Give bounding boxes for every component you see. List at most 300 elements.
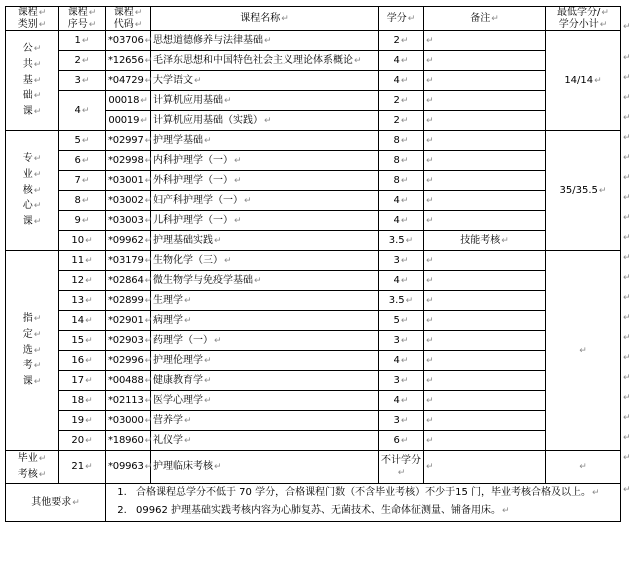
category-char: 毕业↵	[17, 453, 47, 464]
credit-cell: 3.5↵	[379, 291, 424, 311]
credit-cell: 3↵	[379, 251, 424, 271]
paragraph-mark: ↵	[81, 215, 90, 226]
course-name-cell: 护理临床考核↵	[151, 451, 379, 484]
paragraph-mark: ↵	[234, 175, 242, 186]
paragraph-mark: ↵	[204, 135, 212, 146]
paragraph-mark: ↵	[144, 155, 152, 166]
course-code-cell: 00018↵	[106, 91, 151, 111]
paragraph-mark: ↵	[491, 13, 499, 24]
category-char: 共↵	[22, 58, 42, 70]
course-code-cell: *03002↵	[106, 191, 151, 211]
paragraph-mark: ↵	[144, 295, 152, 306]
paragraph-mark: ↵	[184, 415, 192, 426]
sequence-cell: 4↵	[59, 91, 106, 131]
paragraph-mark: ↵	[254, 275, 262, 286]
category-char: 选↵	[22, 344, 42, 356]
remark-cell	[424, 251, 546, 271]
paragraph-mark: ↵	[224, 255, 232, 266]
paragraph-mark: ↵	[144, 275, 152, 286]
credit-line: 学分↵	[397, 455, 421, 478]
category-char: 课↵	[22, 376, 42, 388]
paragraph-mark: ↵	[85, 415, 93, 426]
header-line: 类别↵	[17, 18, 47, 30]
paragraph-mark: ↵	[144, 175, 152, 186]
remark-cell	[424, 51, 546, 71]
course-code-cell: *18960↵	[106, 431, 151, 451]
header-line: 代码↵	[113, 18, 143, 30]
paragraph-mark: ↵	[144, 55, 152, 66]
remark-cell	[424, 131, 546, 151]
course-name-cell: 药理学（一）↵	[151, 331, 379, 351]
sequence-cell: 15↵	[59, 331, 106, 351]
paragraph-mark: ↵	[144, 315, 152, 326]
paragraph-mark: ↵	[426, 135, 434, 146]
course-name-cell: 计算机应用基础↵	[151, 91, 379, 111]
sequence-cell: 10↵	[59, 231, 106, 251]
paragraph-mark: ↵	[144, 375, 152, 386]
paragraph-mark: ↵	[502, 506, 510, 517]
paragraph-mark: ↵	[400, 375, 409, 386]
header-course-name: 课程名称↵	[151, 7, 379, 31]
category-cell-3	[6, 251, 59, 451]
remark-cell	[424, 451, 546, 484]
sequence-cell: 13↵	[59, 291, 106, 311]
paragraph-mark: ↵	[426, 115, 434, 126]
paragraph-mark: ↵	[81, 35, 90, 46]
paragraph-mark: ↵	[72, 497, 80, 508]
paragraph-mark: ↵	[623, 113, 631, 123]
paragraph-mark: ↵	[400, 435, 409, 446]
table-row	[6, 211, 621, 231]
paragraph-mark: ↵	[85, 235, 93, 246]
table-row	[6, 291, 621, 311]
paragraph-mark: ↵	[400, 415, 409, 426]
paragraph-mark: ↵	[144, 75, 152, 86]
paragraph-mark: ↵	[184, 315, 192, 326]
paragraph-mark: ↵	[214, 462, 222, 473]
sequence-cell: 1↵	[59, 31, 106, 51]
sequence-cell: 18↵	[59, 391, 106, 411]
category-cell-1	[6, 31, 59, 131]
paragraph-mark: ↵	[81, 155, 90, 166]
remark-cell	[424, 71, 546, 91]
credit-cell: 3↵	[379, 411, 424, 431]
course-code-cell: *12656↵	[106, 51, 151, 71]
credit-cell: 6↵	[379, 431, 424, 451]
paragraph-mark: ↵	[244, 195, 252, 206]
course-name-cell: 病理学↵	[151, 311, 379, 331]
paragraph-mark: ↵	[140, 115, 148, 126]
paragraph-mark: ↵	[81, 175, 90, 186]
course-code-cell: *02899↵	[106, 291, 151, 311]
table-row	[6, 31, 621, 51]
paragraph-mark: ↵	[623, 173, 631, 183]
paragraph-mark: ↵	[81, 105, 90, 116]
paragraph-mark: ↵	[426, 35, 434, 46]
paragraph-mark: ↵	[184, 435, 192, 446]
paragraph-mark: ↵	[144, 235, 152, 246]
paragraph-mark: ↵	[214, 235, 222, 246]
course-name-cell: 护理基础实践↵	[151, 231, 379, 251]
course-code-cell: *02903↵	[106, 331, 151, 351]
credit-cell: 4↵	[379, 71, 424, 91]
paragraph-mark: ↵	[623, 273, 631, 283]
other-requirements-row	[6, 483, 621, 521]
table-row	[6, 331, 621, 351]
paragraph-mark: ↵	[81, 135, 90, 146]
paragraph-mark: ↵	[426, 355, 434, 366]
course-name-cell: 营养学↵	[151, 411, 379, 431]
category-char: 定↵	[22, 328, 42, 340]
credit-cell: 5↵	[379, 311, 424, 331]
requirement-item: 1. 合格课程总学分不低于 70 学分，合格课程门数（不含毕业考核）不少于15 门，毕业考核合格及以上。↵	[130, 484, 618, 503]
paragraph-mark: ↵	[623, 353, 631, 363]
paragraph-mark: ↵	[224, 95, 232, 106]
course-name-cell: 思想道德修养与法律基础↵	[151, 31, 379, 51]
paragraph-mark: ↵	[426, 335, 434, 346]
table-row	[6, 391, 621, 411]
paragraph-mark: ↵	[599, 19, 608, 30]
course-code-cell: *00488↵	[106, 371, 151, 391]
credit-line: 不计	[381, 455, 401, 467]
remark-cell	[424, 151, 546, 171]
paragraph-mark: ↵	[426, 295, 434, 306]
category-char: 课↵	[22, 216, 42, 228]
sequence-cell: 11↵	[59, 251, 106, 271]
table-row	[6, 71, 621, 91]
paragraph-mark: ↵	[264, 115, 272, 126]
table-row	[6, 131, 621, 151]
paragraph-mark: ↵	[501, 235, 509, 246]
course-code-cell: *02864↵	[106, 271, 151, 291]
paragraph-mark: ↵	[426, 195, 434, 206]
paragraph-mark: ↵	[623, 313, 631, 323]
remark-cell	[424, 91, 546, 111]
paragraph-mark: ↵	[204, 395, 212, 406]
table-row	[6, 351, 621, 371]
remark-cell	[424, 171, 546, 191]
paragraph-mark: ↵	[400, 175, 409, 186]
course-name-cell: 计算机应用基础（实践）↵	[151, 111, 379, 131]
paragraph-mark: ↵	[144, 395, 152, 406]
remark-cell	[424, 391, 546, 411]
header-line: 学分小计↵	[558, 18, 608, 30]
sequence-cell: 9↵	[59, 211, 106, 231]
other-requirements-label: 其他要求↵	[6, 483, 106, 521]
subtotal-cell	[546, 451, 621, 484]
paragraph-mark: ↵	[601, 8, 609, 18]
header-line: 课程↵	[67, 7, 97, 18]
remark-cell	[424, 431, 546, 451]
sequence-cell: 12↵	[59, 271, 106, 291]
paragraph-mark: ↵	[579, 345, 587, 356]
paragraph-mark: ↵	[400, 275, 409, 286]
remark-cell	[424, 111, 546, 131]
paragraph-mark: ↵	[144, 35, 152, 46]
paragraph-mark: ↵	[623, 433, 631, 443]
paragraph-mark: ↵	[426, 215, 434, 226]
paragraph-mark: ↵	[426, 375, 434, 386]
credit-cell	[379, 451, 424, 484]
paragraph-mark: ↵	[85, 275, 93, 286]
remark-cell	[424, 291, 546, 311]
category-char: 专↵	[22, 152, 42, 164]
category-char: 基↵	[22, 74, 42, 86]
paragraph-mark: ↵	[81, 195, 90, 206]
paragraph-mark: ↵	[400, 355, 409, 366]
header-subtotal	[546, 7, 621, 31]
course-name-cell: 儿科护理学（一）↵	[151, 211, 379, 231]
requirements-list	[108, 484, 618, 521]
paragraph-mark: ↵	[184, 295, 192, 306]
paragraph-mark: ↵	[400, 35, 409, 46]
paragraph-mark: ↵	[144, 462, 152, 473]
sequence-cell: 2↵	[59, 51, 106, 71]
remark-cell	[424, 211, 546, 231]
sequence-cell: 14↵	[59, 311, 106, 331]
category-char: 考↵	[22, 360, 42, 372]
remark-cell	[424, 371, 546, 391]
paragraph-mark: ↵	[194, 75, 202, 86]
sequence-cell: 21↵	[59, 451, 106, 484]
course-code-cell: *03003↵	[106, 211, 151, 231]
credit-cell: 2↵	[379, 91, 424, 111]
paragraph-mark: ↵	[400, 315, 409, 326]
course-code-cell: *02996↵	[106, 351, 151, 371]
sequence-cell: 19↵	[59, 411, 106, 431]
course-code-cell: *09963↵	[106, 451, 151, 484]
course-name-cell: 礼仪学↵	[151, 431, 379, 451]
paragraph-mark: ↵	[407, 13, 416, 24]
paragraph-mark: ↵	[354, 55, 362, 66]
table-row	[6, 91, 621, 111]
credit-cell: 4↵	[379, 191, 424, 211]
paragraph-mark: ↵	[623, 293, 631, 303]
credit-cell: 3↵	[379, 331, 424, 351]
paragraph-mark: ↵	[144, 215, 152, 226]
course-name-cell: 微生物学与免疫学基础↵	[151, 271, 379, 291]
paragraph-mark: ↵	[400, 95, 409, 106]
table-row	[6, 431, 621, 451]
sequence-cell: 5↵	[59, 131, 106, 151]
paragraph-mark: ↵	[623, 373, 631, 383]
header-line: 课程↵	[17, 7, 47, 18]
paragraph-mark: ↵	[85, 375, 93, 386]
paragraph-mark: ↵	[85, 315, 93, 326]
course-name-cell: 健康教育学↵	[151, 371, 379, 391]
paragraph-mark: ↵	[623, 73, 631, 83]
paragraph-mark: ↵	[144, 335, 152, 346]
paragraph-mark: ↵	[426, 155, 434, 166]
paragraph-mark: ↵	[281, 13, 289, 24]
course-name-cell: 外科护理学（一）↵	[151, 171, 379, 191]
table-row	[6, 311, 621, 331]
header-code	[106, 7, 151, 31]
table-row	[6, 251, 621, 271]
remark-cell	[424, 411, 546, 431]
table-header-row	[6, 7, 621, 31]
paragraph-mark: ↵	[623, 93, 631, 103]
paragraph-mark: ↵	[426, 435, 434, 446]
paragraph-mark: ↵	[144, 435, 152, 446]
paragraph-mark: ↵	[144, 415, 152, 426]
paragraph-mark: ↵	[623, 153, 631, 163]
paragraph-mark: ↵	[134, 19, 143, 30]
header-line: 序号↵	[67, 18, 97, 30]
paragraph-mark: ↵	[426, 275, 434, 286]
course-code-cell: *04729↵	[106, 71, 151, 91]
paragraph-mark: ↵	[405, 295, 414, 306]
category-char: 核↵	[22, 184, 42, 196]
paragraph-mark: ↵	[88, 19, 97, 30]
paragraph-mark: ↵	[85, 335, 93, 346]
header-sequence	[59, 7, 106, 31]
header-remark: 备注↵	[424, 7, 546, 31]
remark-cell	[424, 311, 546, 331]
curriculum-table	[5, 6, 621, 522]
credit-cell: 4↵	[379, 51, 424, 71]
credit-cell: 2↵	[379, 111, 424, 131]
paragraph-mark: ↵	[400, 395, 409, 406]
header-line: 课程↵	[113, 7, 143, 18]
header-line: 最低学分/↵	[557, 7, 609, 18]
paragraph-marks-margin	[623, 6, 634, 513]
paragraph-mark: ↵	[426, 462, 434, 473]
table-row	[6, 271, 621, 291]
paragraph-mark: ↵	[140, 95, 148, 106]
table-row	[6, 231, 621, 251]
paragraph-mark: ↵	[144, 355, 152, 366]
category-char: 础↵	[22, 90, 42, 102]
course-code-cell: *02997↵	[106, 131, 151, 151]
paragraph-mark: ↵	[400, 195, 409, 206]
paragraph-mark: ↵	[426, 175, 434, 186]
paragraph-mark: ↵	[623, 453, 631, 463]
other-requirements-body	[106, 483, 621, 521]
paragraph-mark: ↵	[397, 467, 406, 478]
paragraph-mark: ↵	[214, 335, 222, 346]
paragraph-mark: ↵	[426, 395, 434, 406]
credit-cell: 3.5↵	[379, 231, 424, 251]
paragraph-mark: ↵	[623, 413, 631, 423]
paragraph-mark: ↵	[579, 462, 587, 473]
remark-cell	[424, 31, 546, 51]
course-name-cell: 护理伦理学↵	[151, 351, 379, 371]
course-name-cell: 护理学基础↵	[151, 131, 379, 151]
course-name-cell: 毛泽东思想和中国特色社会主义理论体系概论↵	[151, 51, 379, 71]
paragraph-mark: ↵	[88, 8, 97, 18]
credit-cell: 8↵	[379, 151, 424, 171]
paragraph-mark: ↵	[426, 55, 434, 66]
paragraph-mark: ↵	[400, 75, 409, 86]
credit-cell: 4↵	[379, 391, 424, 411]
category-cell-4	[6, 451, 59, 484]
credit-cell: 8↵	[379, 131, 424, 151]
header-credit: 学分↵	[379, 7, 424, 31]
remark-cell	[424, 331, 546, 351]
paragraph-mark: ↵	[623, 485, 631, 495]
table-row	[6, 371, 621, 391]
paragraph-mark: ↵	[85, 395, 93, 406]
paragraph-mark: ↵	[85, 255, 93, 266]
credit-cell: 8↵	[379, 171, 424, 191]
table-body	[6, 7, 621, 522]
sequence-cell: 6↵	[59, 151, 106, 171]
category-char: 业↵	[22, 168, 42, 180]
category-char: 考核↵	[17, 468, 47, 480]
paragraph-mark: ↵	[234, 215, 242, 226]
course-code-cell: *02998↵	[106, 151, 151, 171]
paragraph-mark: ↵	[623, 233, 631, 243]
paragraph-mark: ↵	[204, 355, 212, 366]
paragraph-mark: ↵	[204, 375, 212, 386]
course-code-cell: *02901↵	[106, 311, 151, 331]
sequence-cell: 7↵	[59, 171, 106, 191]
paragraph-mark: ↵	[594, 75, 602, 86]
paragraph-mark: ↵	[81, 55, 90, 66]
course-name-cell: 内科护理学（一）↵	[151, 151, 379, 171]
paragraph-mark: ↵	[38, 19, 47, 30]
course-name-cell: 生物化学（三）↵	[151, 251, 379, 271]
paragraph-mark: ↵	[81, 75, 90, 86]
table-row	[6, 411, 621, 431]
paragraph-mark: ↵	[623, 193, 631, 203]
paragraph-mark: ↵	[623, 213, 631, 223]
table-row	[6, 451, 621, 484]
paragraph-mark: ↵	[134, 8, 143, 18]
subtotal-cell: 14/14↵	[546, 31, 621, 131]
course-code-cell: *02113↵	[106, 391, 151, 411]
paragraph-mark: ↵	[400, 115, 409, 126]
paragraph-mark: ↵	[85, 462, 93, 473]
sequence-cell: 16↵	[59, 351, 106, 371]
paragraph-mark: ↵	[85, 435, 93, 446]
category-char: 课↵	[22, 106, 42, 118]
paragraph-mark: ↵	[426, 255, 434, 266]
paragraph-mark: ↵	[598, 185, 607, 196]
credit-cell: 2↵	[379, 31, 424, 51]
paragraph-mark: ↵	[426, 315, 434, 326]
course-name-cell: 医学心理学↵	[151, 391, 379, 411]
category-char: 心↵	[22, 200, 42, 212]
course-name-cell: 妇产科护理学（一）↵	[151, 191, 379, 211]
course-code-cell: 00019↵	[106, 111, 151, 131]
remark-cell: 技能考核↵	[424, 231, 546, 251]
remark-cell	[424, 191, 546, 211]
paragraph-mark: ↵	[405, 235, 414, 246]
course-code-cell: *03706↵	[106, 31, 151, 51]
course-code-cell: *03000↵	[106, 411, 151, 431]
remark-cell	[424, 271, 546, 291]
paragraph-mark: ↵	[400, 155, 409, 166]
remark-cell	[424, 351, 546, 371]
paragraph-mark: ↵	[623, 53, 631, 63]
table-row	[6, 171, 621, 191]
credit-cell: 3↵	[379, 371, 424, 391]
category-cell-2	[6, 131, 59, 251]
credit-cell: 4↵	[379, 271, 424, 291]
table-row	[6, 191, 621, 211]
course-code-cell: *03001↵	[106, 171, 151, 191]
course-name-cell: 生理学↵	[151, 291, 379, 311]
paragraph-mark: ↵	[400, 135, 409, 146]
paragraph-mark: ↵	[592, 487, 600, 498]
sequence-cell: 20↵	[59, 431, 106, 451]
paragraph-mark: ↵	[234, 155, 242, 166]
header-category	[6, 7, 59, 31]
paragraph-mark: ↵	[85, 355, 93, 366]
paragraph-mark: ↵	[400, 55, 409, 66]
